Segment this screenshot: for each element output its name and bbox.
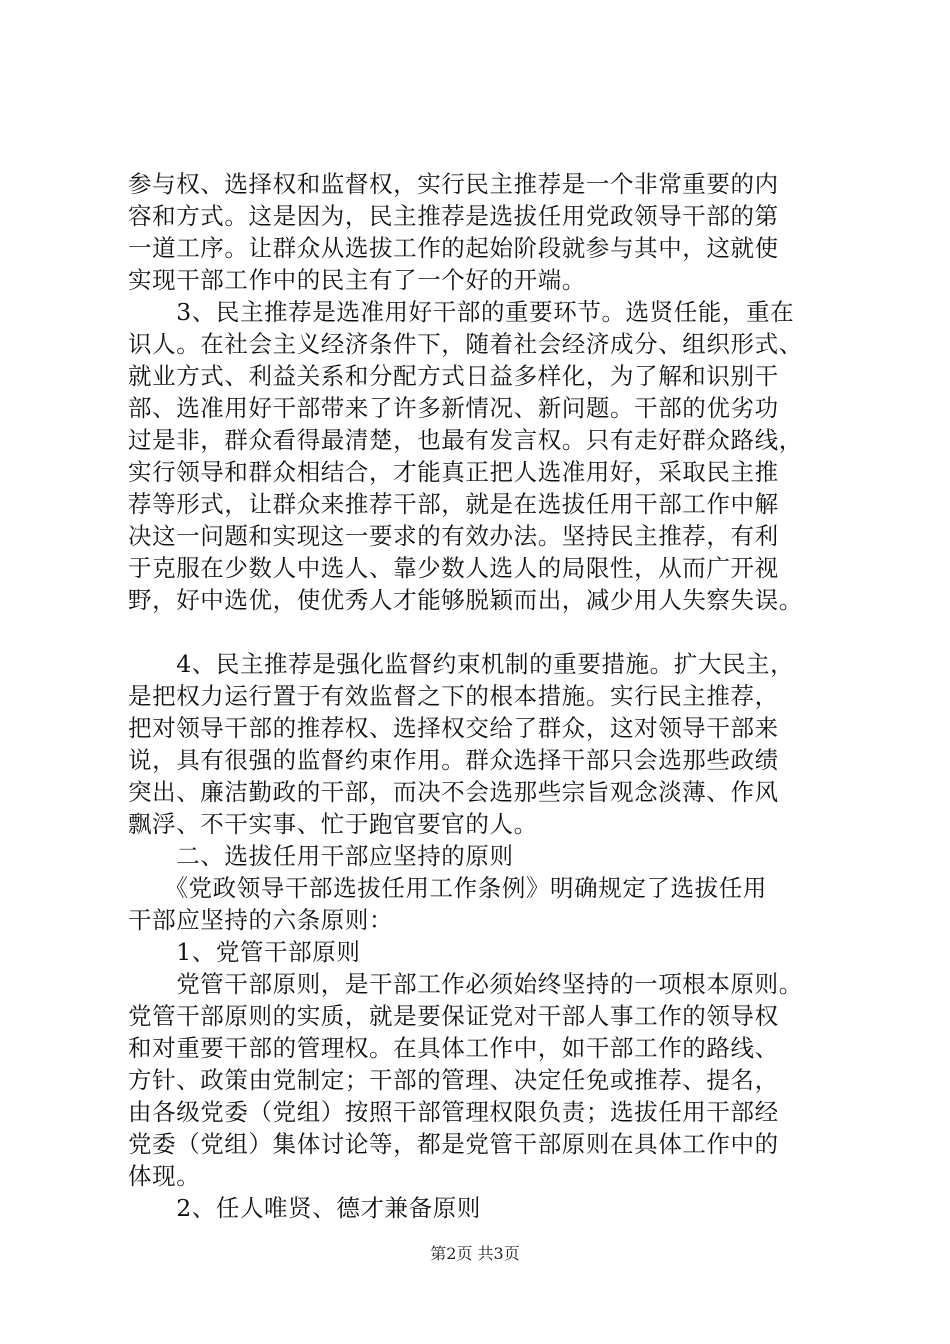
- text-line: 2、任人唯贤、德才兼备原则: [128, 1194, 481, 1222]
- text-line: 过是非，群众看得最清楚，也最有发言权。只有走好群众路线，: [128, 426, 803, 454]
- text-line: 就业方式、利益关系和分配方式日益多样化，为了解和识别干: [128, 362, 779, 390]
- text-line: 实现干部工作中的民主有了一个好的开端。: [128, 266, 586, 294]
- text-line: 参与权、选择权和监督权，实行民主推荐是一个非常重要的内: [128, 170, 779, 198]
- document-body: [128, 168, 828, 1224]
- text-line: 突出、廉洁勤政的干部，而决不会选那些宗旨观念淡薄、作风: [128, 778, 779, 806]
- text-line: 容和方式。这是因为，民主推荐是选拔任用党政领导干部的第: [128, 202, 779, 230]
- text-line: 是把权力运行置于有效监督之下的根本措施。实行民主推荐，: [128, 682, 779, 710]
- text-line: 把对领导干部的推荐权、选择权交给了群众，这对领导干部来: [128, 714, 779, 742]
- text-line: 党管干部原则，是干部工作必须始终坚持的一项根本原则。: [128, 970, 803, 998]
- text-line: 方针、政策由党制定；干部的管理、决定任免或推荐、提名，: [128, 1066, 779, 1094]
- text-line: 和对重要干部的管理权。在具体工作中，如干部工作的路线、: [128, 1034, 779, 1062]
- text-line: 一道工序。让群众从选拔工作的起始阶段就参与其中，这就使: [128, 234, 779, 262]
- page-footer: 第2页 共3页: [430, 1244, 520, 1263]
- text-line: 野，好中选优，使优秀人才能够脱颖而出，减少用人失察失误。: [128, 586, 803, 614]
- text-line: 说，具有很强的监督约束作用。群众选择干部只会选那些政绩: [128, 746, 779, 774]
- text-line: 干部应坚持的六条原则：: [128, 906, 394, 934]
- text-line: 于克服在少数人中选人、靠少数人选人的局限性，从而广开视: [128, 554, 779, 582]
- text-line: 荐等形式，让群众来推荐干部，就是在选拔任用干部工作中解: [128, 490, 779, 518]
- text-line: 识人。在社会主义经济条件下，随着社会经济成分、组织形式、: [128, 330, 803, 358]
- text-line: 3、民主推荐是选准用好干部的重要环节。选贤任能，重在: [128, 298, 795, 326]
- text-line: 部、选准用好干部带来了许多新情况、新问题。干部的优劣功: [128, 394, 779, 422]
- text-line: 由各级党委（党组）按照干部管理权限负责；选拔任用干部经: [128, 1098, 779, 1126]
- text-line: 飘浮、不干实事、忙于跑官要官的人。: [128, 810, 538, 838]
- text-line: 党委（党组）集体讨论等，都是党管干部原则在具体工作中的: [128, 1130, 779, 1158]
- text-line: 决这一问题和实现这一要求的有效办法。坚持民主推荐，有利: [128, 522, 779, 550]
- text-line: 4、民主推荐是强化监督约束机制的重要措施。扩大民主，: [128, 650, 795, 678]
- text-line: 1、党管干部原则: [128, 938, 361, 966]
- text-line: 实行领导和群众相结合，才能真正把人选准用好，采取民主推: [128, 458, 779, 486]
- text-line: 体现。: [128, 1162, 201, 1190]
- text-line: 党管干部原则的实质，就是要保证党对干部人事工作的领导权: [128, 1002, 779, 1030]
- blank-line: [128, 616, 828, 648]
- text-line: 《党政领导干部选拔任用工作条例》明确规定了选拔任用: [128, 874, 767, 902]
- text-line: 二、选拔任用干部应坚持的原则: [128, 842, 514, 870]
